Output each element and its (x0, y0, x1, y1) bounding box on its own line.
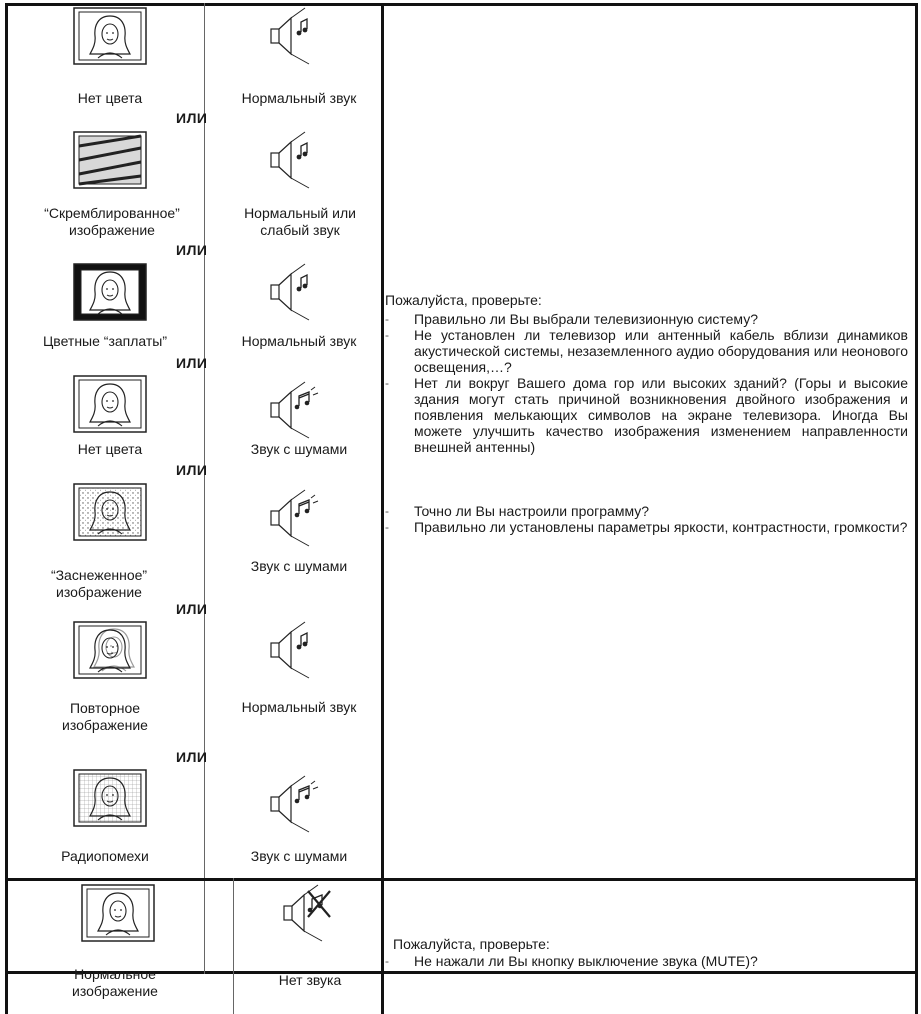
symptom-column-divider (233, 878, 234, 1014)
symptom-sound-label: Нормальный звук (241, 90, 357, 106)
table-column-divider (381, 3, 384, 974)
list-bullet: - (385, 520, 389, 534)
symptom-picture-label: Цветные “заплаты” (42, 333, 168, 349)
speaker-noise-icon (265, 774, 327, 834)
or-label: ИЛИ (176, 242, 208, 258)
symptom-sound-label: Нормальный звук (241, 333, 357, 349)
list-bullet: - (385, 954, 389, 968)
tv-snowy-icon (72, 482, 148, 542)
or-label: ИЛИ (176, 462, 208, 478)
tv-double-image-icon (72, 620, 148, 680)
or-label: ИЛИ (176, 749, 208, 765)
symptom-sound-label: Нормальный звук (241, 699, 357, 715)
speaker-note-icon (265, 262, 327, 322)
speaker-note-icon (265, 6, 327, 66)
tv-color-patches-icon (72, 262, 148, 322)
symptom-sound-label: Звук с шумами (250, 558, 348, 574)
list-bullet: - (385, 312, 389, 326)
list-bullet: - (385, 504, 389, 518)
or-label: ИЛИ (176, 601, 208, 617)
check-item: Не нажали ли Вы кнопку выключение звука (MUTE)? (414, 953, 758, 969)
list-bullet: - (385, 328, 389, 342)
symptom-picture-label: Нет цвета (77, 90, 143, 106)
tv-normal-picture-icon (80, 883, 156, 943)
tv-no-color-icon (72, 6, 148, 66)
check-item: Нет ли вокруг Вашего дома гор или высоких зданий? (Горы и высокие здания могут стать причиной возникновения двойного изображения и появления мелькающих символов на экране телевизора. Иногда Вы можете улучшить качество изображения изменением направленности внешней антенны) (414, 375, 908, 455)
symptom-picture-label: Нормальное изображение (72, 966, 158, 999)
speaker-note-icon (265, 620, 327, 680)
check-item: Не установлен ли телевизор или антенный кабель вблизи динамиков акустической системы, незаземленного аудио оборудования или неонового освещения,…? (414, 327, 908, 375)
check-item: Правильно ли Вы выбрали телевизионную систему? (414, 311, 758, 327)
symptom-picture-label: Нет цвета (77, 441, 143, 457)
speaker-noise-icon (265, 380, 327, 440)
tv-scrambled-icon (72, 130, 148, 190)
speaker-noise-icon (265, 488, 327, 548)
check-item: Точно ли Вы настроили программу? (414, 503, 650, 519)
tv-no-color-icon (72, 374, 148, 434)
symptom-picture-label: “Скремблированное” изображение (44, 205, 180, 238)
check-intro: Пожалуйста, проверьте: (385, 292, 542, 308)
or-label: ИЛИ (176, 355, 208, 371)
symptom-picture-label: “Заснеженное” изображение (50, 567, 148, 600)
symptom-picture-label: Повторное изображение (62, 700, 148, 733)
list-bullet: - (385, 376, 389, 390)
speaker-muted-icon (278, 883, 340, 943)
symptom-sound-label: Звук с шумами (250, 441, 348, 457)
check-item: Правильно ли установлены параметры яркости, контрастности, громкости? (414, 519, 908, 535)
or-label: ИЛИ (176, 110, 208, 126)
speaker-note-icon (265, 130, 327, 190)
tv-interference-icon (72, 768, 148, 828)
symptom-column-divider (204, 3, 205, 974)
symptom-sound-label: Звук с шумами (250, 848, 348, 864)
symptom-picture-label: Радиопомехи (61, 848, 149, 864)
check-intro: Пожалуйста, проверьте: (393, 936, 550, 952)
symptom-sound-label: Нет звука (278, 972, 342, 988)
table-column-divider (381, 878, 384, 1014)
symptom-sound-label: Нормальный или слабый звук (244, 205, 356, 238)
